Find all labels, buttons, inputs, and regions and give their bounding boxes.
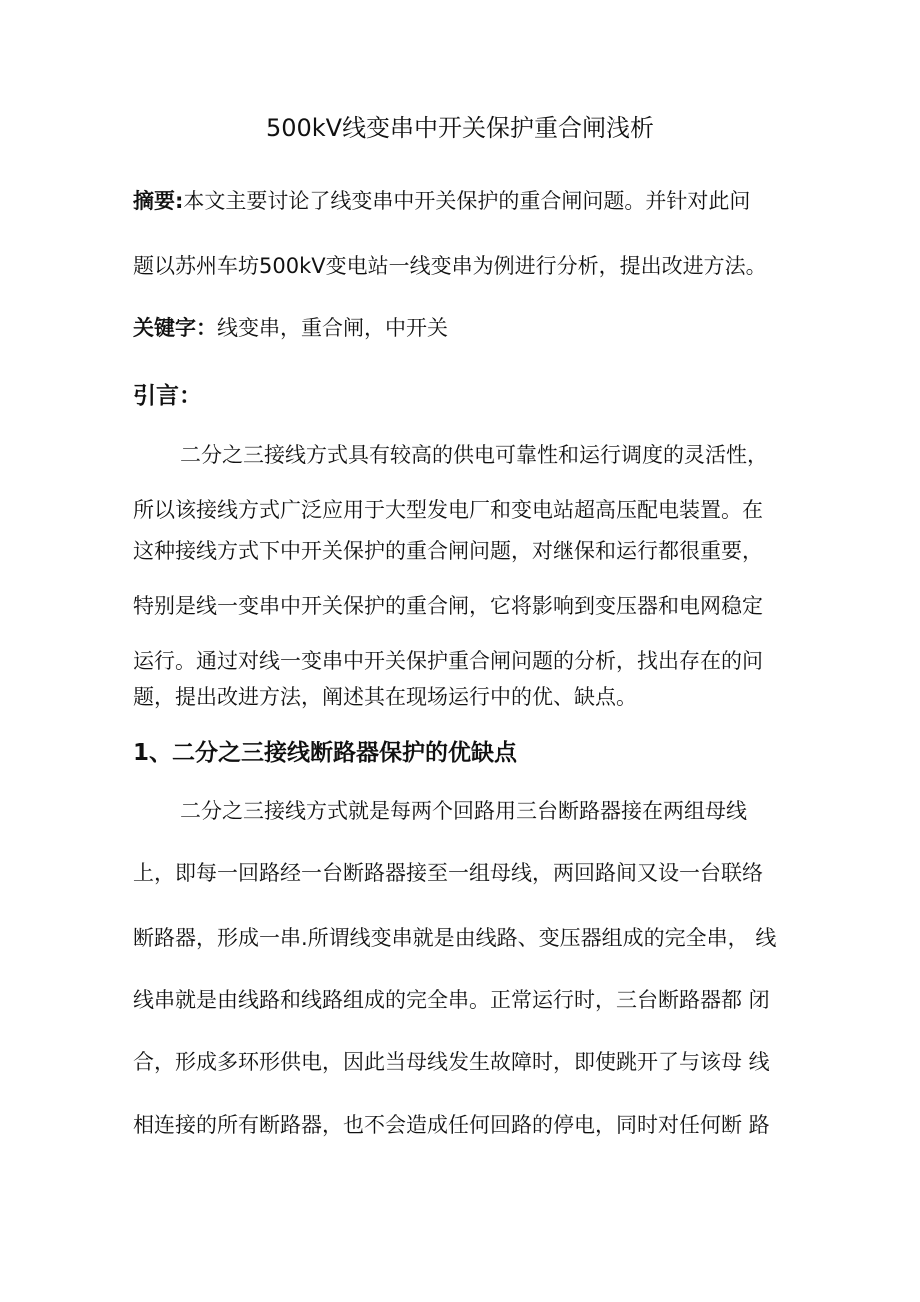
intro-heading: 引言： [133,383,202,409]
intro-line: 运行。通过对线一变串中开关保护重合闸问题的分析，找出存在的问 [133,649,763,673]
intro-line: 所以该接线方式广泛应用于大型发电厂和变电站超高压配电装置。在 [133,498,763,522]
keywords-label: 关键字： [133,316,217,340]
section-1-line: 线串就是由线路和线路组成的完全串。正常运行时，三台断路器都 闭 [133,988,770,1012]
abstract-line-1 [133,191,750,212]
document-title: 500kV线变串中开关保护重合闸浅析 [265,114,655,142]
abstract-text: 本文主要讨论了线变串中开关保护的重合闸问题。并针对此问 [183,189,751,213]
intro-line: 题，提出改进方法，阐述其在现场运行中的优、缺点。 [133,685,637,709]
section-1-line: 断路器，形成一串.所谓线变串就是由线路、变压器组成的完全串， 线 [133,926,777,950]
intro-line: 这种接线方式下中开关保护的重合闸问题，对继保和运行都很重要， [133,539,763,563]
keywords-text: 线变串，重合闸，中开关 [217,316,448,340]
intro-line: 特别是线一变串中开关保护的重合闸，它将影响到变压器和电网稳定 [133,594,763,618]
section-1-line: 上，即每一回路经一台断路器接至一组母线，两回路间又设一台联络 [133,861,763,885]
keywords-line [133,318,448,339]
abstract-label: 摘要: [133,189,184,213]
section-1-line: 合，形成多环形供电，因此当母线发生故障时，即使跳开了与该母 线 [133,1050,770,1074]
section-1-line: 相连接的所有断路器，也不会造成任何回路的停电，同时对任何断 路 [133,1113,770,1137]
section-1-heading: 1、二分之三接线断路器保护的优缺点 [133,740,518,766]
intro-line: 二分之三接线方式具有较高的供电可靠性和运行调度的灵活性， [180,443,768,467]
section-1-line: 二分之三接线方式就是每两个回路用三台断路器接在两组母线 [180,799,747,823]
abstract-line-2: 题以苏州车坊500kV变电站一线变串为例进行分析，提出改进方法。 [133,254,767,278]
